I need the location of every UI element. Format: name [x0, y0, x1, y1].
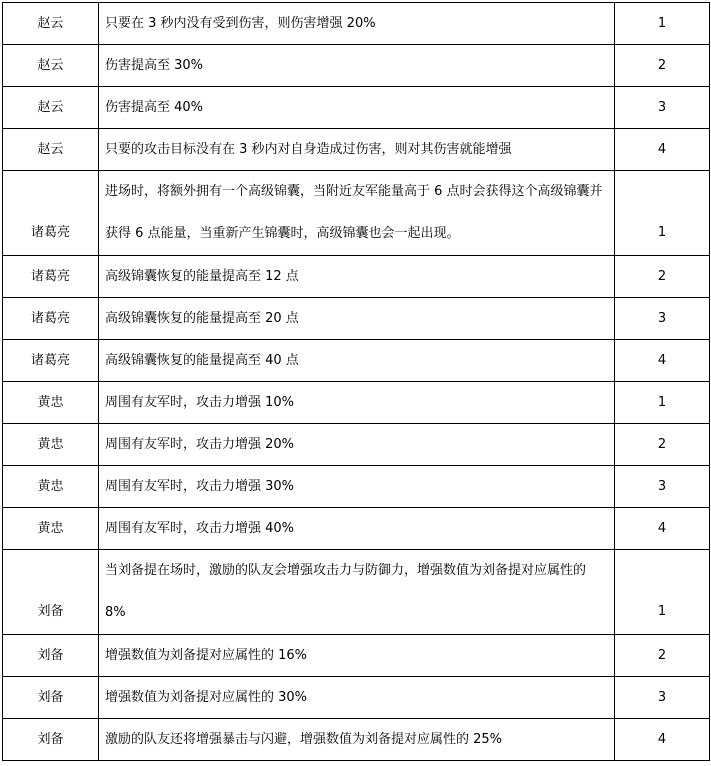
- skill-level-cell: 1: [615, 3, 710, 45]
- skill-level-cell: 3: [615, 677, 710, 719]
- table-row: [3, 677, 710, 719]
- hero-name-cell: 赵云: [3, 87, 99, 129]
- skill-level-cell: 3: [615, 466, 710, 508]
- skill-description-cell: 周围有友军时，攻击力增强 20%: [99, 424, 615, 466]
- skill-level-cell: 1: [615, 550, 710, 635]
- table-row: [3, 508, 710, 550]
- skill-description-cell: 只要在 3 秒内没有受到伤害，则伤害增强 20%: [99, 3, 615, 45]
- hero-name-cell: 诸葛亮: [3, 340, 99, 382]
- hero-name-cell: 刘备: [3, 719, 99, 761]
- hero-name-cell: 刘备: [3, 550, 99, 635]
- skill-level-cell: 2: [615, 256, 710, 298]
- table-row: [3, 382, 710, 424]
- hero-name-cell: 黄忠: [3, 508, 99, 550]
- skill-description-cell: 伤害提高至 30%: [99, 45, 615, 87]
- table-row: [3, 45, 710, 87]
- skill-description-cell: 高级锦囊恢复的能量提高至 20 点: [99, 298, 615, 340]
- skill-description-cell: 增强数值为刘备提对应属性的 30%: [99, 677, 615, 719]
- table-row: [3, 719, 710, 761]
- table-row: [3, 87, 710, 129]
- hero-name-cell: 赵云: [3, 129, 99, 171]
- table-row: [3, 171, 710, 256]
- table-row: [3, 298, 710, 340]
- hero-name-cell: 诸葛亮: [3, 171, 99, 256]
- skill-level-cell: 3: [615, 87, 710, 129]
- skill-description-cell: 伤害提高至 40%: [99, 87, 615, 129]
- hero-name-cell: 诸葛亮: [3, 256, 99, 298]
- skill-level-cell: 3: [615, 298, 710, 340]
- skill-level-cell: 1: [615, 382, 710, 424]
- skill-level-cell: 4: [615, 508, 710, 550]
- table-row: [3, 550, 710, 635]
- skill-description-cell: 增强数值为刘备提对应属性的 16%: [99, 635, 615, 677]
- hero-name-cell: 赵云: [3, 45, 99, 87]
- hero-name-cell: 黄忠: [3, 466, 99, 508]
- skill-description-cell: 只要的攻击目标没有在 3 秒内对自身造成过伤害，则对其伤害就能增强: [99, 129, 615, 171]
- table-row: [3, 3, 710, 45]
- skill-description-cell: 周围有友军时，攻击力增强 30%: [99, 466, 615, 508]
- skill-description-cell: 高级锦囊恢复的能量提高至 40 点: [99, 340, 615, 382]
- table-row: [3, 424, 710, 466]
- skill-level-cell: 1: [615, 171, 710, 256]
- skill-level-cell: 4: [615, 340, 710, 382]
- table-row: [3, 466, 710, 508]
- skill-table-body: [3, 3, 710, 761]
- hero-name-cell: 黄忠: [3, 382, 99, 424]
- hero-name-cell: 赵云: [3, 3, 99, 45]
- hero-name-cell: 刘备: [3, 677, 99, 719]
- skill-level-cell: 2: [615, 635, 710, 677]
- skill-description-cell: 当刘备提在场时，激励的队友会增强攻击力与防御力，增强数值为刘备提对应属性的 8%: [99, 550, 615, 635]
- skill-level-cell: 2: [615, 45, 710, 87]
- skill-level-cell: 4: [615, 719, 710, 761]
- skill-description-cell: 周围有友军时，攻击力增强 10%: [99, 382, 615, 424]
- hero-name-cell: 黄忠: [3, 424, 99, 466]
- skill-level-cell: 4: [615, 129, 710, 171]
- hero-name-cell: 刘备: [3, 635, 99, 677]
- table-row: [3, 635, 710, 677]
- hero-name-cell: 诸葛亮: [3, 298, 99, 340]
- table-row: [3, 256, 710, 298]
- skill-description-cell: 进场时，将额外拥有一个高级锦囊，当附近友军能量高于 6 点时会获得这个高级锦囊并获得 6 点能量，当重新产生锦囊时，高级锦囊也会一起出现。: [99, 171, 615, 256]
- skill-description-cell: 周围有友军时，攻击力增强 40%: [99, 508, 615, 550]
- skill-description-cell: 高级锦囊恢复的能量提高至 12 点: [99, 256, 615, 298]
- skill-level-cell: 2: [615, 424, 710, 466]
- skill-description-cell: 激励的队友还将增强暴击与闪避，增强数值为刘备提对应属性的 25%: [99, 719, 615, 761]
- table-row: [3, 340, 710, 382]
- table-row: [3, 129, 710, 171]
- skill-table: [2, 2, 710, 761]
